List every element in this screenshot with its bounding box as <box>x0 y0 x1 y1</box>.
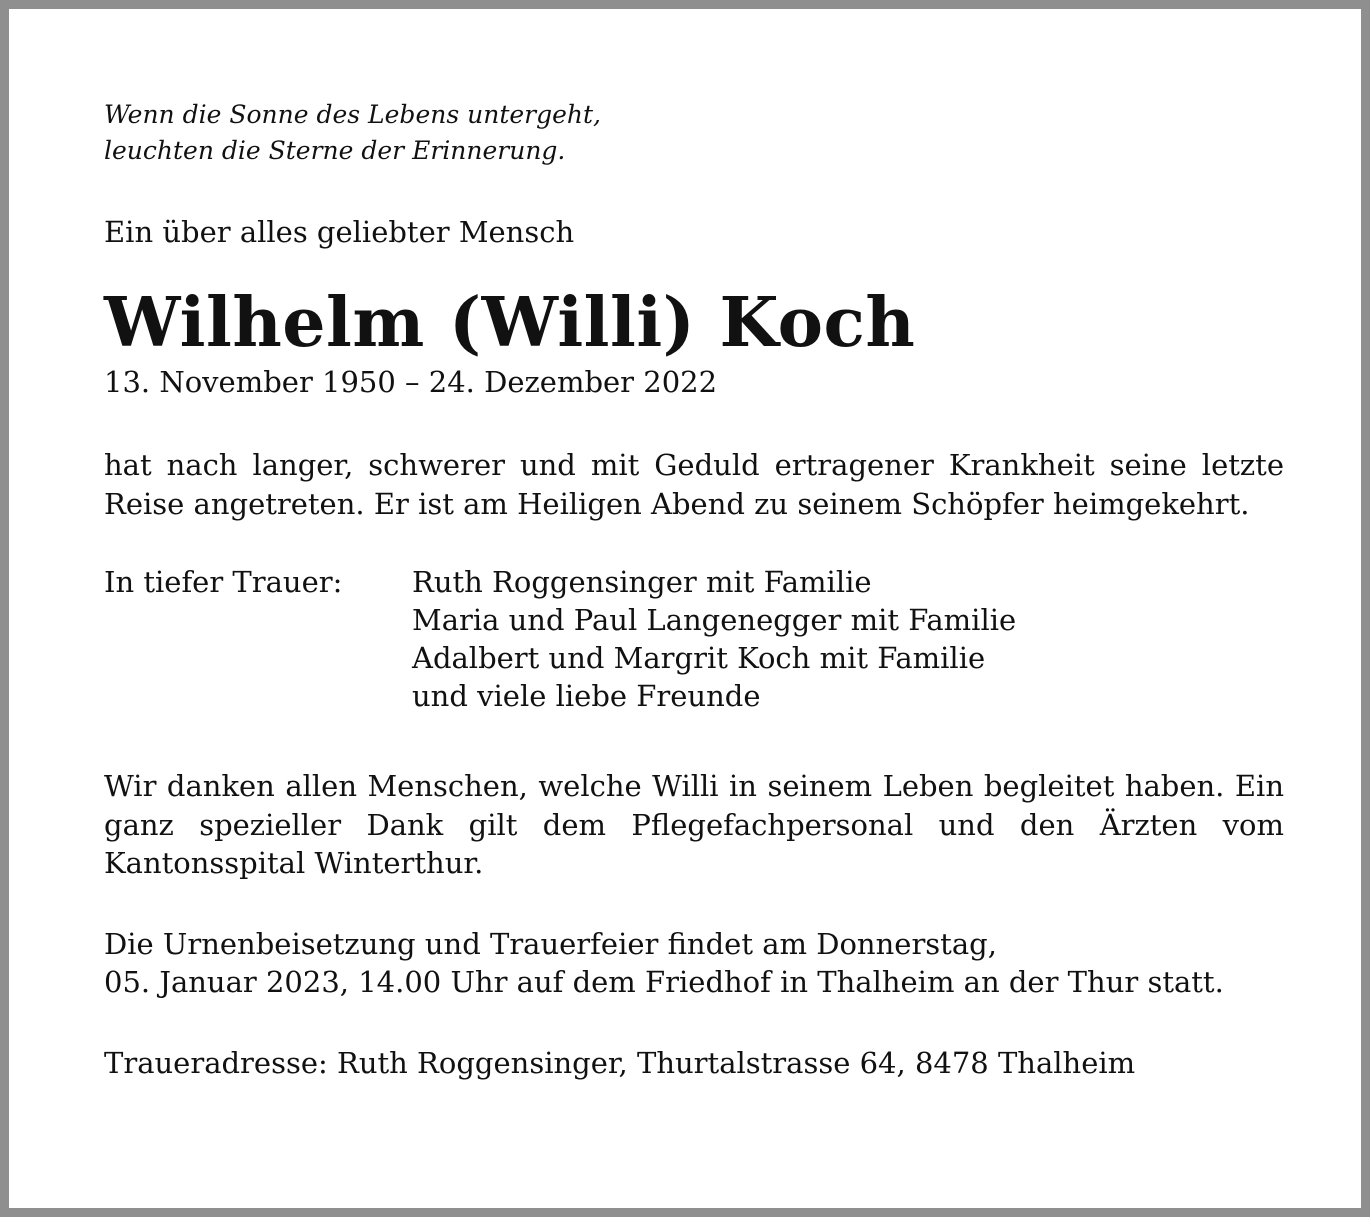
deceased-name: Wilhelm (Willi) Koch <box>104 283 916 363</box>
service-info <box>104 925 1284 1002</box>
service-line-2: 05. Januar 2023, 14.00 Uhr auf dem Friedhof in Thalheim an der Thur statt. <box>104 965 1224 999</box>
mourning-label: In tiefer Trauer: <box>104 565 343 599</box>
motto-line-2: leuchten die Sterne der Erinnerung. <box>104 136 566 165</box>
mourner-item: Ruth Roggensinger mit Familie <box>412 565 872 599</box>
mourning-section <box>104 563 1284 715</box>
mourning-address: Traueradresse: Ruth Roggensinger, Thurtalstrasse 64, 8478 Thalheim <box>104 1045 1136 1080</box>
motto-quote <box>104 97 1284 169</box>
life-dates: 13. November 1950 – 24. Dezember 2022 <box>104 365 718 399</box>
mourner-list <box>412 563 1016 715</box>
mourner-item: Maria und Paul Langenegger mit Familie <box>412 603 1017 637</box>
motto-line-1: Wenn die Sonne des Lebens untergeht, <box>104 100 601 129</box>
mourner-item: und viele liebe Freunde <box>412 679 761 713</box>
service-line-1: Die Urnenbeisetzung und Trauerfeier findet am Donnerstag, <box>104 926 997 961</box>
mourner-item: Adalbert und Margrit Koch mit Familie <box>412 641 986 675</box>
announcement-paragraph: hat nach langer, schwerer und mit Geduld ertragener Krankheit seine letzte Reise angetreten. Er ist am Heiligen Abend zu seinem Schöpfer heimgekehrt. <box>104 448 1284 521</box>
thanks-paragraph: Wir danken allen Menschen, welche Willi in seinem Leben begleitet haben. Ein ganz spezieller Dank gilt dem Pflegefachpersonal und den Ärzten vom Kantonsspital Winterthur. <box>104 769 1284 880</box>
intro-text: Ein über alles geliebter Mensch <box>104 215 575 249</box>
obituary-content <box>104 97 1284 1082</box>
